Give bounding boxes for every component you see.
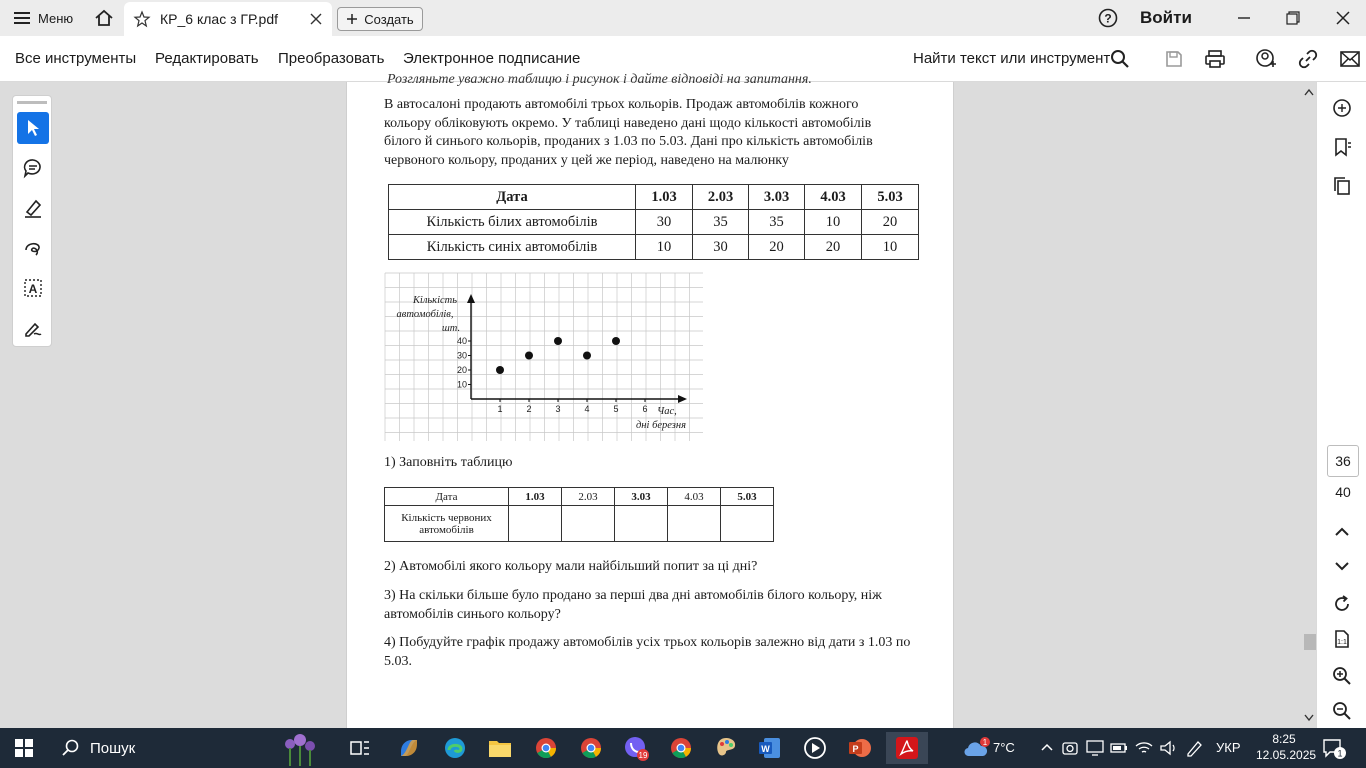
table-cell: 10 bbox=[636, 235, 693, 260]
svg-text:?: ? bbox=[1104, 11, 1112, 26]
pdf-page bbox=[346, 72, 954, 728]
x-tick-label: 6 bbox=[642, 404, 648, 414]
text-tool[interactable] bbox=[17, 272, 49, 304]
empty-answer-cell bbox=[668, 506, 721, 542]
table-header-cell: 4.03 bbox=[805, 185, 862, 210]
pen-icon[interactable] bbox=[1185, 739, 1203, 757]
pages-icon[interactable] bbox=[1330, 174, 1354, 198]
table-header-row bbox=[389, 185, 919, 210]
table-cell: Кількість червоних автомобілів bbox=[385, 506, 509, 542]
chrome-app[interactable] bbox=[528, 732, 564, 764]
minimize-icon bbox=[1237, 11, 1251, 25]
zoom-in-icon[interactable] bbox=[1330, 664, 1354, 688]
table-cell: 10 bbox=[862, 235, 919, 260]
cursor-icon bbox=[25, 119, 41, 137]
flowers-icon bbox=[270, 730, 330, 766]
table-header-cell: Дата bbox=[385, 488, 509, 506]
edge-icon bbox=[443, 736, 467, 760]
powerpoint-app[interactable] bbox=[842, 732, 878, 764]
find-tool-label[interactable]: Найти текст или инструмент bbox=[913, 50, 1111, 67]
x-tick-label: 2 bbox=[526, 404, 532, 414]
table-row bbox=[385, 506, 774, 542]
red-cars-scatter-chart bbox=[385, 273, 703, 441]
table-header-row bbox=[385, 488, 774, 506]
word-app[interactable] bbox=[752, 732, 788, 764]
notification-icon[interactable] bbox=[1322, 738, 1346, 760]
table-cell: 20 bbox=[749, 235, 805, 260]
weather-widget[interactable] bbox=[958, 732, 996, 764]
table-header-cell: 3.03 bbox=[749, 185, 805, 210]
chevron-up-icon[interactable] bbox=[1040, 742, 1054, 752]
tab-title: КР_6 клас з ГР.pdf bbox=[160, 11, 279, 27]
chrome-alt-app[interactable] bbox=[663, 732, 699, 764]
search-icon[interactable] bbox=[1108, 47, 1132, 71]
scroll-thumb[interactable] bbox=[1304, 634, 1316, 650]
x-tick-label: 4 bbox=[584, 404, 590, 414]
table-header-cell: 4.03 bbox=[668, 488, 721, 506]
highlight-tool[interactable] bbox=[17, 192, 49, 224]
mail-icon[interactable] bbox=[1338, 47, 1362, 71]
clock[interactable] bbox=[1256, 731, 1317, 763]
y-tick-label: 30 bbox=[456, 350, 467, 361]
cut-off-text: Розгляньте уважно таблицю і рисунок і дайте відповіді на запитання. bbox=[387, 72, 812, 87]
comment-icon bbox=[23, 158, 43, 178]
chart-axes bbox=[467, 294, 687, 403]
viber-icon bbox=[623, 735, 649, 761]
weather-badge: 1 bbox=[982, 738, 988, 747]
menu-label: Меню bbox=[38, 10, 74, 26]
powerpoint-icon bbox=[848, 736, 872, 760]
toolbar-edit[interactable]: Редактировать bbox=[155, 50, 259, 67]
login-button[interactable]: Войти bbox=[1140, 8, 1192, 27]
star-icon[interactable] bbox=[134, 11, 150, 27]
task-view-button[interactable] bbox=[342, 732, 378, 764]
question-1: 1) Заповніть таблицю bbox=[384, 455, 513, 470]
camera-icon[interactable] bbox=[1062, 740, 1078, 756]
table-header-cell: Дата bbox=[389, 185, 636, 210]
search-icon bbox=[62, 739, 80, 757]
table-cell: 35 bbox=[749, 210, 805, 235]
y-axis-label: автомобілів, bbox=[396, 309, 454, 320]
x-axis-arrow bbox=[678, 395, 687, 403]
x-axis-label: дні березня bbox=[636, 420, 686, 431]
table-header-cell: 2.03 bbox=[562, 488, 615, 506]
chrome-icon bbox=[579, 736, 603, 760]
acrobat-icon bbox=[895, 736, 919, 760]
battery-icon[interactable] bbox=[1110, 741, 1128, 755]
chrome-profile-app[interactable] bbox=[573, 732, 609, 764]
toolbar-all-tools[interactable]: Все инструменты bbox=[15, 50, 137, 67]
windows-logo-icon bbox=[15, 739, 33, 757]
create-label: Создать bbox=[364, 11, 414, 27]
y-tick-label: 40 bbox=[456, 336, 467, 346]
palette-icon bbox=[714, 736, 738, 760]
data-point bbox=[583, 352, 591, 360]
clock-date: 12.05.2025 bbox=[1256, 748, 1317, 762]
hamburger-icon bbox=[14, 11, 30, 25]
y-tick-label: 10 bbox=[456, 379, 467, 390]
table-header-cell: 2.03 bbox=[693, 185, 749, 210]
share-user-icon[interactable] bbox=[1254, 47, 1278, 71]
paint-app[interactable] bbox=[708, 732, 744, 764]
empty-answer-cell bbox=[721, 506, 774, 542]
comment-tool[interactable] bbox=[17, 152, 49, 184]
document-tab[interactable] bbox=[124, 2, 332, 36]
quick-tools-panel bbox=[12, 95, 52, 347]
y-axis-label: шт. bbox=[441, 323, 461, 334]
vertical-scrollbar[interactable] bbox=[1302, 82, 1316, 728]
close-tab-icon[interactable] bbox=[310, 13, 322, 25]
table-cell: 20 bbox=[805, 235, 862, 260]
weather-temp[interactable]: 7°C bbox=[993, 740, 1015, 755]
toolbar-convert[interactable]: Преобразовать bbox=[278, 50, 385, 67]
task-view-icon bbox=[350, 739, 370, 757]
x-tick-label: 5 bbox=[613, 404, 619, 414]
x-tick-label: 3 bbox=[555, 404, 561, 414]
next-page-icon[interactable] bbox=[1330, 554, 1354, 578]
save-icon[interactable] bbox=[1162, 47, 1186, 71]
data-point bbox=[496, 366, 504, 374]
sales-table bbox=[388, 184, 919, 260]
home-button[interactable] bbox=[86, 0, 122, 36]
data-point bbox=[612, 337, 620, 345]
x-axis-label: Час, bbox=[657, 406, 677, 417]
ai-assistant-icon[interactable] bbox=[1330, 96, 1354, 120]
current-page-field[interactable]: 36 bbox=[1327, 445, 1359, 477]
viber-app[interactable] bbox=[618, 732, 654, 764]
svg-text:A: A bbox=[28, 282, 38, 296]
search-label: Пошук bbox=[90, 739, 136, 757]
answer-table bbox=[384, 487, 774, 542]
start-button[interactable] bbox=[6, 732, 42, 764]
rotate-icon[interactable] bbox=[1330, 592, 1354, 616]
close-icon bbox=[1336, 11, 1350, 25]
question-3: 3) На скільки більше було продано за перші два дні автомобілів білого кольору, ніж автомобілів синього кольору? bbox=[384, 588, 882, 622]
table-cell: Кількість синіх автомобілів bbox=[389, 235, 636, 260]
panel-grip[interactable] bbox=[17, 101, 47, 104]
edge-app[interactable] bbox=[437, 732, 473, 764]
display-icon[interactable] bbox=[1086, 740, 1104, 756]
previous-page-icon[interactable] bbox=[1330, 520, 1354, 544]
home-icon bbox=[94, 8, 114, 28]
table-cell: 30 bbox=[693, 235, 749, 260]
table-row bbox=[389, 210, 919, 235]
copilot-app[interactable] bbox=[391, 732, 427, 764]
table-cell: 20 bbox=[862, 210, 919, 235]
word-icon bbox=[758, 736, 782, 760]
question-4: 4) Побудуйте графік продажу автомобілів усіх трьох кольорів залежно від дати з 1.03 по 5.03. bbox=[384, 635, 911, 669]
plus-icon bbox=[346, 13, 358, 25]
sign-tool[interactable] bbox=[17, 312, 49, 344]
highlighter-icon bbox=[23, 198, 43, 218]
table-header-cell: 1.03 bbox=[636, 185, 693, 210]
bookmark-icon[interactable] bbox=[1330, 135, 1354, 159]
table-cell: 10 bbox=[805, 210, 862, 235]
y-axis-label: Кількість bbox=[412, 295, 458, 306]
draw-tool[interactable] bbox=[17, 232, 49, 264]
table-row bbox=[389, 235, 919, 260]
signature-icon bbox=[23, 318, 43, 338]
chart-points bbox=[496, 337, 620, 374]
clock-time: 8:25 bbox=[1272, 732, 1296, 746]
empty-answer-cell bbox=[509, 506, 562, 542]
table-cell: Кількість білих автомобілів bbox=[389, 210, 636, 235]
total-pages: 40 bbox=[1335, 484, 1351, 500]
scroll-up-icon[interactable] bbox=[1304, 88, 1314, 96]
data-point bbox=[554, 337, 562, 345]
chrome-icon bbox=[669, 736, 693, 760]
y-tick-label: 20 bbox=[456, 365, 467, 375]
empty-answer-cell bbox=[615, 506, 668, 542]
chart-ticks bbox=[457, 336, 648, 414]
chrome-icon bbox=[534, 736, 558, 760]
media-player-app[interactable] bbox=[797, 732, 833, 764]
play-icon bbox=[803, 736, 827, 760]
problem-intro: В автосалоні продають автомобілі трьох кольорів. Продаж автомобілів кожного кольору обліковують окремо. У таблиці наведено дані щодо кількості автомобілів білого й синього кольорів, проданих з 1.03 по 5.03. Дані про кількість автомобілів червоного кольору, проданих у цей же період, наведено на малюнку bbox=[384, 97, 873, 168]
right-side-panel bbox=[1316, 82, 1366, 728]
wifi-icon[interactable] bbox=[1135, 740, 1153, 756]
table-header-cell: 5.03 bbox=[862, 185, 919, 210]
help-icon[interactable] bbox=[1097, 7, 1119, 29]
table-header-cell: 3.03 bbox=[615, 488, 668, 506]
restore-button[interactable] bbox=[1270, 0, 1316, 36]
language-indicator[interactable]: УКР bbox=[1216, 740, 1241, 755]
svg-text:W: W bbox=[761, 744, 770, 754]
notification-count: 1 bbox=[1337, 748, 1343, 759]
table-header-cell: 1.03 bbox=[509, 488, 562, 506]
volume-icon[interactable] bbox=[1160, 740, 1178, 756]
freehand-icon bbox=[23, 238, 43, 258]
question-2: 2) Автомобілі якого кольору мали найбільший попит за ці дні? bbox=[384, 559, 758, 574]
x-tick-label: 1 bbox=[497, 404, 503, 414]
empty-answer-cell bbox=[562, 506, 615, 542]
minimize-button[interactable] bbox=[1221, 0, 1267, 36]
text-box-icon bbox=[23, 278, 43, 298]
table-header-cell: 5.03 bbox=[721, 488, 774, 506]
windows-taskbar bbox=[0, 728, 1366, 768]
taskbar-search[interactable] bbox=[48, 728, 338, 768]
file-explorer-app[interactable] bbox=[482, 732, 518, 764]
acrobat-app[interactable] bbox=[886, 732, 928, 764]
copilot-icon bbox=[397, 736, 421, 760]
link-icon[interactable] bbox=[1296, 47, 1320, 71]
toolbar-e-sign[interactable]: Электронное подписание bbox=[403, 50, 581, 67]
scroll-down-icon[interactable] bbox=[1304, 714, 1314, 722]
folder-icon bbox=[488, 738, 512, 758]
document-viewport[interactable] bbox=[0, 72, 1316, 728]
svg-text:P: P bbox=[852, 744, 859, 754]
data-point bbox=[525, 352, 533, 360]
close-window-button[interactable] bbox=[1320, 0, 1366, 36]
weather-icon bbox=[963, 736, 991, 760]
zoom-out-icon[interactable] bbox=[1330, 699, 1354, 723]
title-bar bbox=[0, 0, 1366, 36]
viber-badge: 19 bbox=[638, 751, 648, 760]
table-cell: 30 bbox=[636, 210, 693, 235]
print-icon[interactable] bbox=[1203, 47, 1227, 71]
create-button[interactable] bbox=[337, 7, 423, 31]
select-tool[interactable] bbox=[17, 112, 49, 144]
fit-page-icon[interactable] bbox=[1330, 627, 1354, 651]
menu-button[interactable] bbox=[0, 0, 82, 36]
y-axis-arrow bbox=[467, 294, 475, 303]
svg-text:1:1: 1:1 bbox=[1337, 639, 1347, 646]
restore-icon bbox=[1286, 11, 1300, 25]
table-cell: 35 bbox=[693, 210, 749, 235]
